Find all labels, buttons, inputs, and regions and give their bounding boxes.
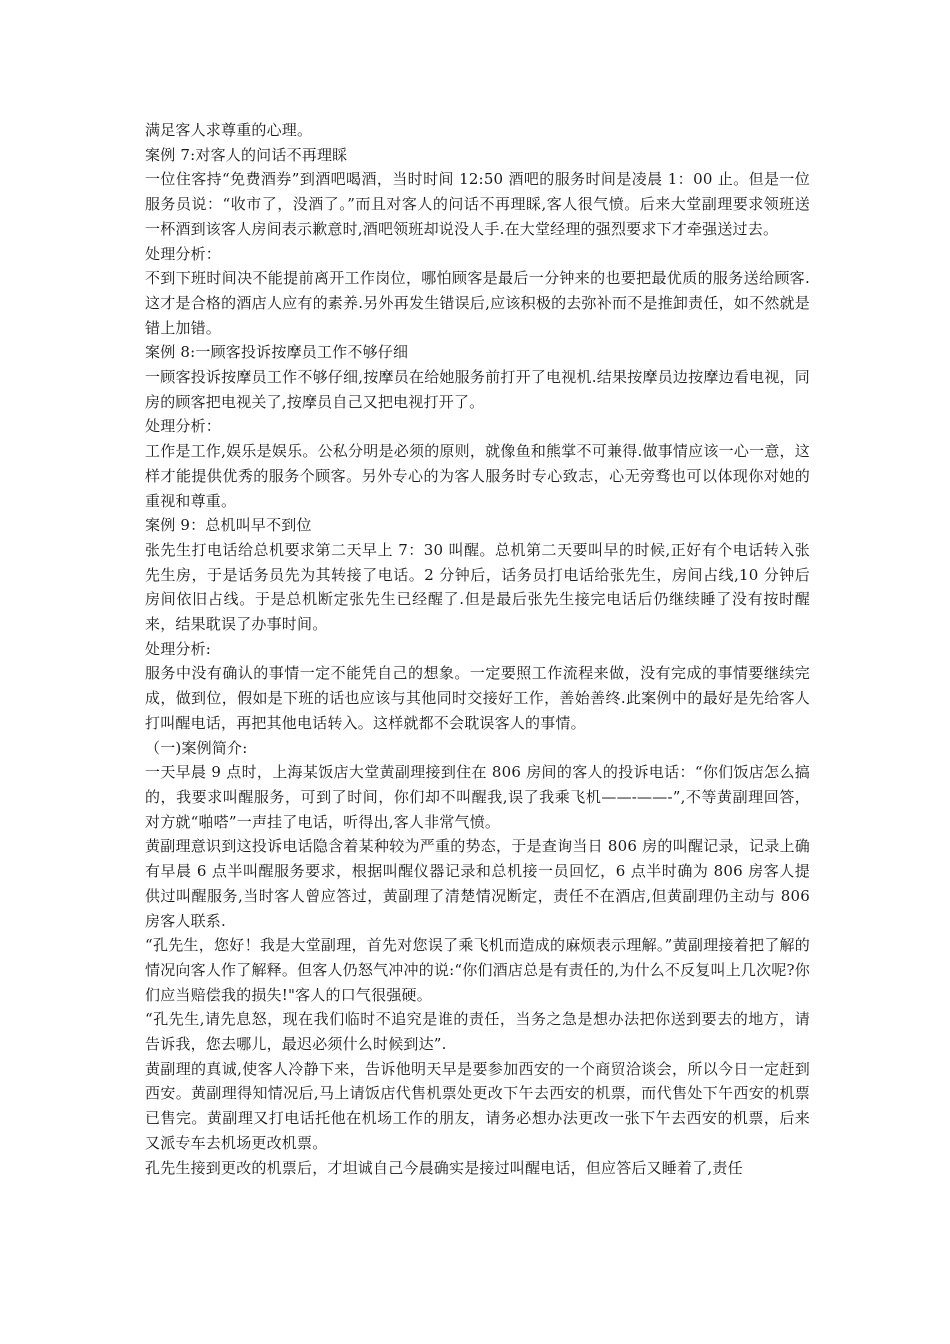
case-heading: 案例 8:一顾客投诉按摩员工作不够仔细 bbox=[145, 343, 409, 362]
case-heading: 案例 9：总机叫早不到位 bbox=[145, 516, 312, 535]
section-heading: （一)案例简介: bbox=[145, 738, 248, 757]
analysis-heading: 处理分析： bbox=[145, 244, 222, 263]
paragraph: 一天早晨 9 点时，上海某饭店大堂黄副理接到住在 806 房间的客人的投诉电话：“你们饭店怎么搞的，我要求叫醒服务，可到了时间，你们却不叫醒我,误了我乘飞机——-——-”,不等黄副理回答，对方就“啪嗒”一声挂了电话，听得出,客人非常气愤。 bbox=[145, 763, 810, 831]
paragraph: 黄副理意识到这投诉电话隐含着某种较为严重的势态，于是查询当日 806 房的叫醒记录，记录上确有早晨 6 点半叫醒服务要求，根据叫醒仪器记录和总机接一员回忆，6 点半时确为 806 房客人提供过叫醒服务,当时客人曾应答过，黄副理了清楚情况断定，责任不在酒店,但黄副理仍主动与 806 房客人联系. bbox=[145, 837, 810, 930]
paragraph: 一顾客投诉按摩员工作不够仔细,按摩员在给她服务前打开了电视机.结果按摩员边按摩边看电视，同房的顾客把电视关了,按摩员自己又把电视打开了。 bbox=[145, 368, 810, 411]
analysis-heading: 处理分析: bbox=[145, 639, 212, 658]
paragraph: 孔先生接到更改的机票后，才坦诚自己今晨确实是接过叫醒电话，但应答后又睡着了,责任 bbox=[145, 1158, 743, 1177]
document-page bbox=[145, 118, 810, 1180]
paragraph: 张先生打电话给总机要求第二天早上 7：30 叫醒。总机第二天要叫早的时候,正好有个电话转入张先生房，于是话务员先为其转接了电话。2 分钟后，话务员打电话给张先生，房间占线,10 分钟后房间依旧占线。于是总机断定张先生已经醒了.但是最后张先生接完电话后仍继续睡了没有按时醒来，结果耽误了办事时间。 bbox=[145, 540, 810, 634]
paragraph: 不到下班时间决不能提前离开工作岗位，哪怕顾客是最后一分钟来的也要把最优质的服务送给顾客.这才是合格的酒店人应有的素养.另外再发生错误后,应该积极的去弥补而不是推卸责任，如不然就是错上加错。 bbox=[145, 269, 810, 337]
paragraph: 工作是工作,娱乐是娱乐。公私分明是必须的原则，就像鱼和熊掌不可兼得.做事情应该一心一意，这样才能提供优秀的服务个顾客。另外专心的为客人服务时专心致志，心无旁骛也可以体现你对她的重视和尊重。 bbox=[145, 442, 810, 510]
paragraph: 一位住客持“免费酒券”到酒吧喝酒，当时时间 12:50 酒吧的服务时间是凌晨 1：00 止。但是一位服务员说：“收市了，没酒了。”而且对客人的问话不再理睬,客人很气愤。后来大堂副理要求领班送一杯酒到该客人房间表示歉意时,酒吧领班却说没人手.在大堂经理的强烈要求下才牵强送过去。 bbox=[145, 170, 810, 238]
paragraph: “孔先生，您好！我是大堂副理，首先对您误了乘飞机而造成的麻烦表示理解。”黄副理接着把了解的情况向客人作了解释。但客人仍怒气冲冲的说:“你们酒店总是有责任的,为什么不反复叫上几次呢?你们应当赔偿我的损失!"客人的口气很强硬。 bbox=[145, 936, 810, 1004]
analysis-heading: 处理分析： bbox=[145, 417, 222, 436]
paragraph: 服务中没有确认的事情一定不能凭自己的想象。一定要照工作流程来做，没有完成的事情要继续完成，做到位，假如是下班的话也应该与其他同时交接好工作，善始善终.此案例中的最好是先给客人打叫醒电话，再把其他电话转入。这样就都不会耽误客人的事情。 bbox=[145, 664, 810, 732]
paragraph: 黄副理的真诚,使客人冷静下来，告诉他明天早是要参加西安的一个商贸洽谈会，所以今日一定赶到西安。黄副理得知情况后,马上请饭店代售机票处更改下午去西安的机票，而代售处下午西安的机票已售完。黄副理又打电话托他在机场工作的朋友，请务必想办法更改一张下午去西安的机票，后来又派专车去机场更改机票。 bbox=[145, 1059, 810, 1152]
case-heading: 案例 7:对客人的问话不再理睬 bbox=[145, 145, 348, 164]
paragraph: 满足客人求尊重的心理。 bbox=[145, 121, 313, 139]
paragraph: “孔先生,请先息怒，现在我们临时不追究是谁的责任，当务之急是想办法把你送到要去的地方，请告诉我，您去哪儿，最迟必须什么时候到达”. bbox=[145, 1010, 810, 1054]
